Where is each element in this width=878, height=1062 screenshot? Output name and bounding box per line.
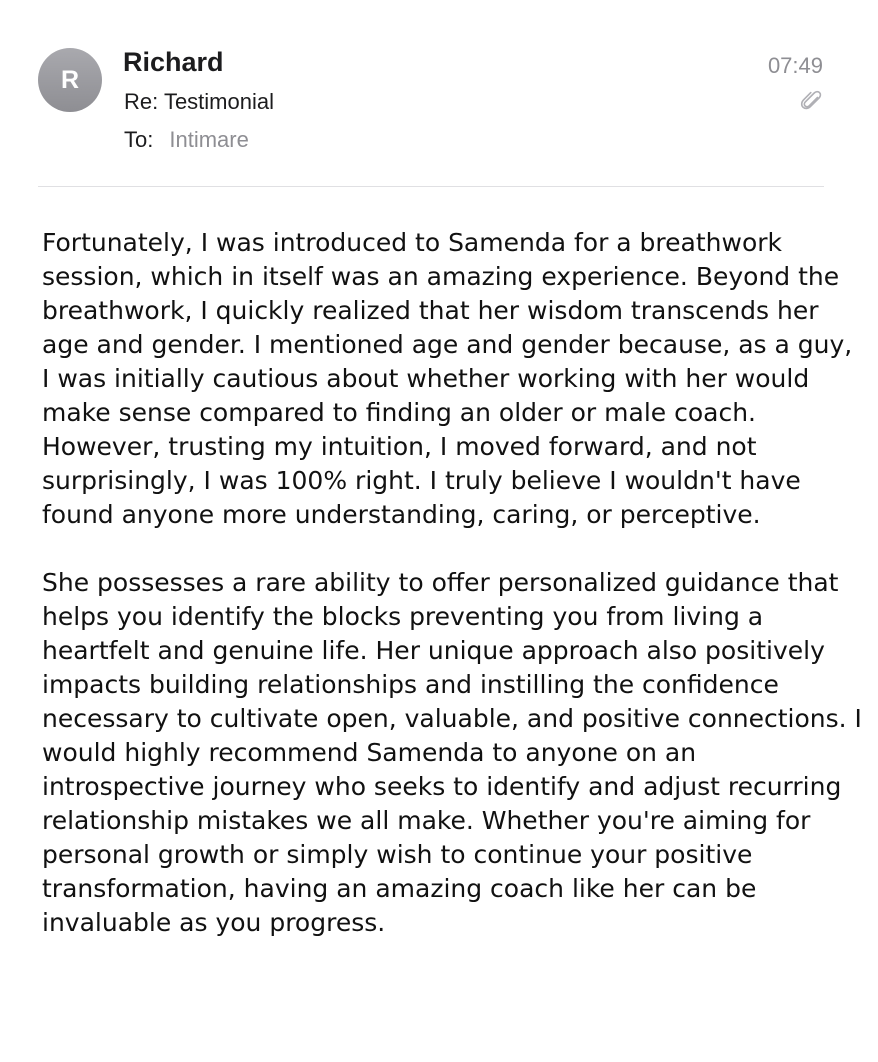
- body-paragraph: Fortunately, I was introduced to Samenda for a breathwork session, which in itself was an amazing experience. Beyond the breathwork, I quickly realized that her wisdom transcends her age and gender. I mentioned age and gender because, as a guy, I was initially cautious about whether working with her would make sense compared to finding an older or male coach. However, trusting my intuition, I moved forward, and not surprisingly, I was 100% right. I truly believe I wouldn't have found anyone more understanding, caring, or perceptive.: [42, 228, 853, 529]
- email-subject: Re: Testimonial: [124, 89, 274, 114]
- recipient-row: [124, 126, 249, 154]
- paperclip-icon[interactable]: [800, 88, 824, 114]
- to-label: To:: [124, 127, 154, 152]
- email-body: [42, 226, 862, 974]
- email-time: 07:49: [767, 53, 823, 78]
- avatar[interactable]: [38, 48, 102, 112]
- sender-name[interactable]: Richard: [123, 47, 224, 77]
- email-header: [0, 0, 878, 188]
- avatar-initial: R: [60, 65, 80, 94]
- recipient-name[interactable]: Intimare: [169, 127, 249, 152]
- header-divider: [38, 186, 824, 187]
- body-paragraph: She possesses a rare ability to offer personalized guidance that helps you identify the blocks preventing you from living a heartfelt and genuine life. Her unique approach also positively impacts building relationships and instilling the confidence necessary to cultivate open, valuable, and positive connections. I would highly recommend Samenda to anyone on an introspective journey who seeks to identify and adjust recurring relationship mistakes we all make. Whether you're aiming for personal growth or simply wish to continue your positive transformation, having an amazing coach like her can be invaluable as you progress.: [42, 568, 862, 937]
